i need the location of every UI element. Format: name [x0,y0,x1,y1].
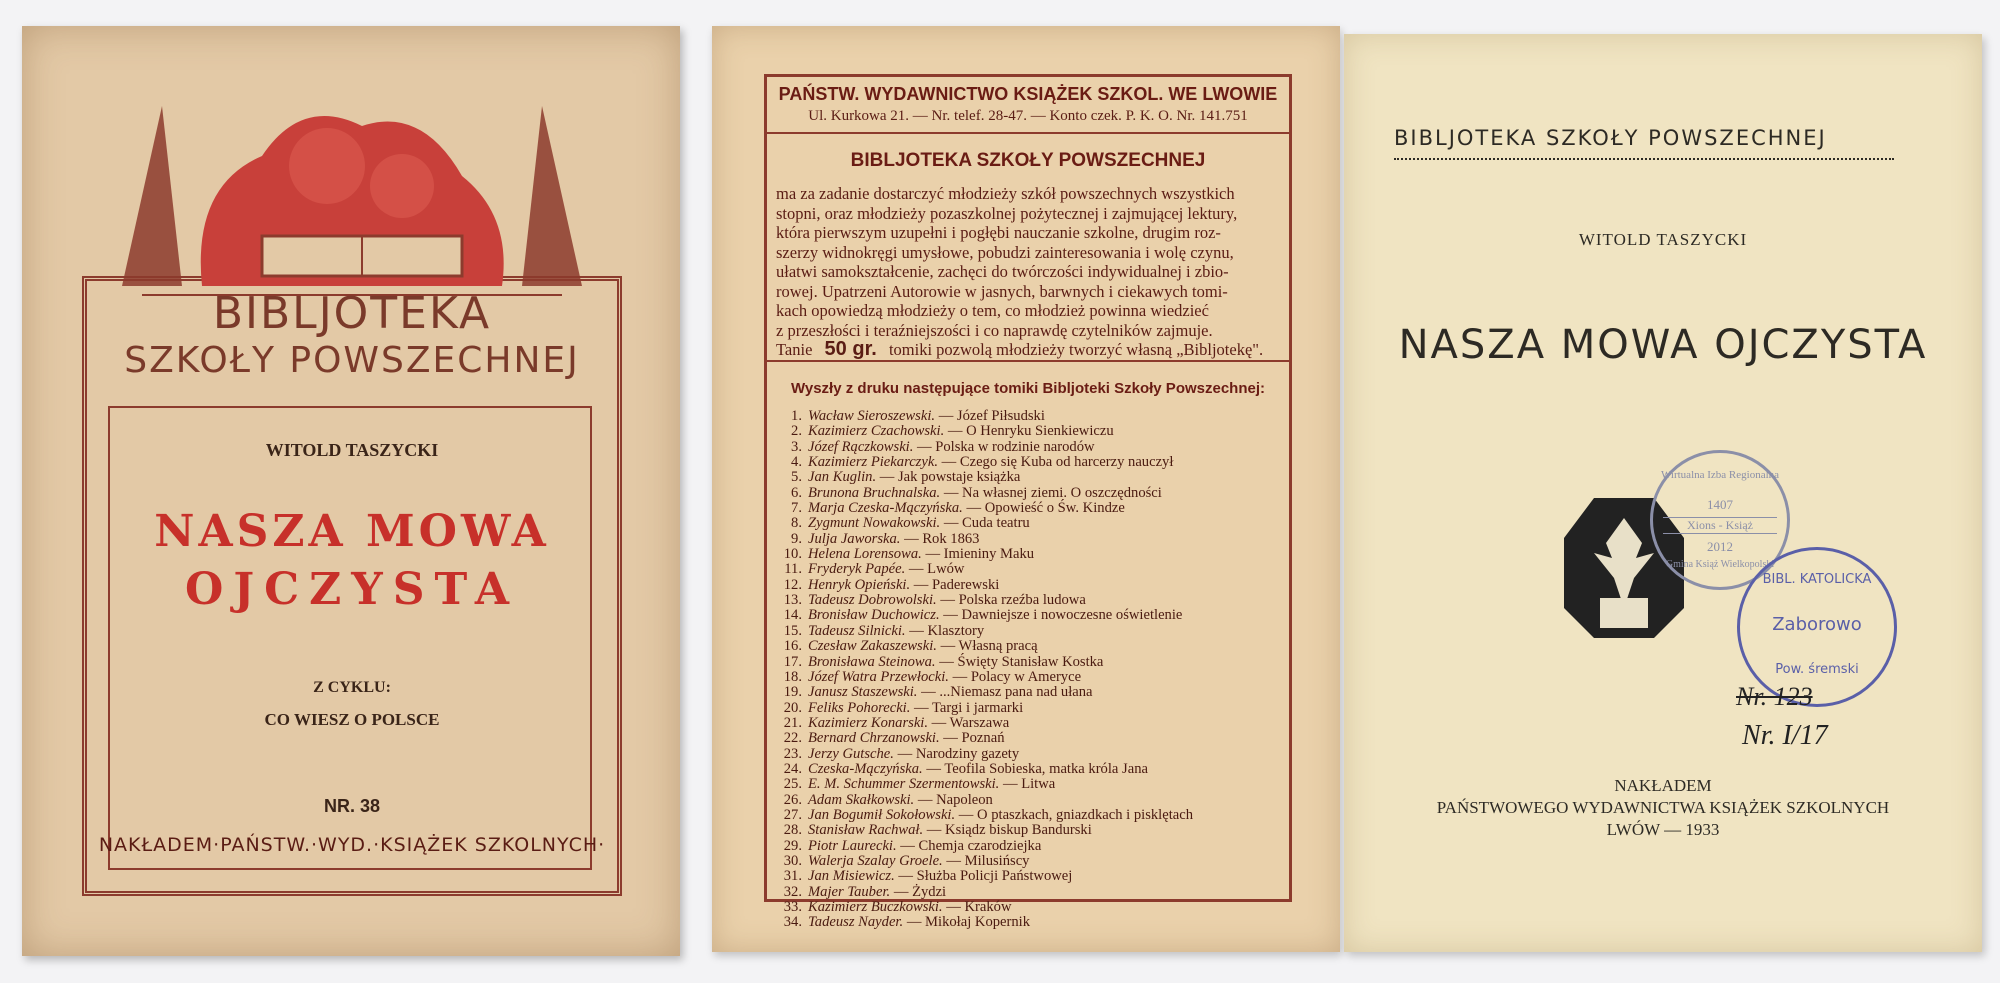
book-title: — O ptaszkach, gniazdkach i pisklętach [958,806,1194,823]
book-author: Tadeusz Dobrowolski. [808,592,937,609]
book-title: — Własną pracą [940,638,1038,655]
published-books-list [772,409,1282,931]
description-line: ma za zadanie dostarczyć młodzieży szkół powszechnych wszystkich [776,184,1235,203]
book-number: 19. [783,684,802,701]
cover-author: WITOLD TASZYCKI [265,440,439,460]
book-title: — Litwa [1002,776,1056,793]
book-list-item [772,839,1282,854]
book-author: Henryk Opieński. [808,576,911,593]
title-page-author: WITOLD TASZYCKI [1578,230,1748,249]
book-title: — Święty Stanisław Kostka [939,653,1104,670]
book-number: 2. [791,423,802,440]
book-title: — Poznań [943,730,1005,747]
book-number: 8. [791,515,802,532]
price-suffix: tomiki pozwolą młodzieży tworzyć własną „Bibljotekę". [888,340,1264,359]
book-list-item [772,900,1282,915]
book-number: 28. [783,822,802,839]
list-header: Wyszły z druku następujące tomiki Bibljoteki Szkoły Powszechnej: [790,380,1266,397]
book-number: 24. [783,760,802,777]
book-title: — Milusińscy [946,852,1030,869]
book-title: — Rok 1863 [904,530,980,547]
back-cover [712,26,1340,952]
book-list-item [772,624,1282,639]
stamp1-name: Xions - Książ [1663,517,1777,534]
book-author: Marja Czeska-Mączyńska. [808,500,963,517]
book-list-item [772,823,1282,838]
book-list-item [772,808,1282,823]
book-list-item [772,701,1282,716]
title-page-series: BIBLJOTEKA SZKOŁY POWSZECHNEJ [1394,126,1827,150]
book-list-item [772,731,1282,746]
imprint-line1: NAKŁADEM [1614,776,1712,795]
book-author: E. M. Schummer Szermentowski. [808,776,1000,793]
book-number: 20. [783,699,802,716]
book-number: 1. [791,408,802,424]
stamp1-years-left: 1407 [1707,497,1733,512]
book-list-item [772,762,1282,777]
cover-publisher: NAKŁADEM·PAŃSTW.·WYD.·KSIĄŻEK SZKOLNYCH· [98,834,606,856]
book-author: Bernard Chrzanowski. [808,730,940,747]
book-title: — Imieniny Maku [925,546,1035,563]
book-title: — Cuda teatru [943,515,1030,532]
book-number: 29. [783,837,802,854]
book-author: Tadeusz Nayder. [808,914,904,931]
book-title: — Ksiądz biskup Bandurski [926,822,1092,839]
book-title: — Kraków [946,899,1012,915]
book-author: Józef Rączkowski. [808,438,914,455]
handwritten-new-number: Nr. I/17 [1742,720,1828,751]
cover-number: NR. 38 [323,796,381,816]
book-list-item [772,470,1282,485]
book-number: 31. [783,868,802,885]
book-number: 30. [783,852,802,869]
book-number: 22. [783,730,802,747]
description-line: szerzy widnokręgi umysłowe, pobudzi zainteresowania i wolę czynu, [776,242,1234,262]
book-number: 16. [783,638,802,655]
book-author: Walerja Szalay Groele. [808,852,943,869]
book-list-item [772,685,1282,700]
book-title: — Polacy w Ameryce [952,668,1082,685]
book-number: 6. [791,484,802,501]
stamp1-line1: Wirtualna Izba Regionalna [1660,469,1780,481]
book-list-item [772,424,1282,439]
book-list-item [772,409,1282,424]
book-author: Jerzy Gutsche. [808,745,894,762]
description-line: z przeszłości i teraźniejszości i co naprawdę czytelników zajmuje. [776,320,1213,340]
stamp2-bottom: Pow. śremski [1775,662,1859,677]
book-title: — Służba Policji Państwowej [898,868,1073,885]
book-title: — Chemja czarodziejka [900,837,1042,854]
book-author: Kazimierz Czachowski. [808,423,945,440]
book-list-item [772,639,1282,654]
book-author: Jan Kuglin. [808,469,877,486]
book-list-item [772,578,1282,593]
book-title: — Polska rzeźba ludowa [940,592,1086,609]
description-line: ułatwi samokształcenie, zachęci do twórczości indywidualnej i zbio- [776,262,1229,281]
book-list-item [772,777,1282,792]
book-author: Janusz Staszewski. [808,684,918,701]
book-author: Kazimierz Buczkowski. [808,899,943,915]
title-page [1344,34,1982,952]
book-number: 5. [791,469,802,486]
book-number: 12. [783,576,802,593]
book-author: Majer Tauber. [808,883,891,900]
description-divider [764,360,1292,362]
description-line: stopni, oraz młodzieży pozaszkolnej pożytecznej i zajmującej lektury, [776,203,1238,223]
book-list-item [772,440,1282,455]
book-author: Adam Skałkowski. [808,791,915,808]
book-title: — Napoleon [917,791,993,808]
book-list-item [772,670,1282,685]
header-divider [764,132,1292,134]
book-list-item [772,593,1282,608]
book-author: Jan Bogumił Sokołowski. [808,806,956,823]
book-number: 15. [783,622,802,639]
book-number: 23. [783,745,802,762]
book-list-item [772,885,1282,900]
book-author: Zygmunt Nowakowski. [808,515,941,532]
book-number: 27. [783,806,802,823]
book-title: — Teofila Sobieska, matka króla Jana [926,760,1148,777]
book-title: — ...Niemasz pana nad ułana [921,684,1093,701]
book-author: Julja Jaworska. [808,530,901,547]
book-list-item [772,547,1282,562]
book-list-item [772,562,1282,577]
book-title: — Na własnej ziemi. O oszczędności [943,484,1162,501]
description-line: która pierwszym uzupełni i pogłębi nauczanie szkolne, drugim roz- [776,223,1221,242]
book-number: 34. [783,914,802,931]
book-list-item [772,915,1282,930]
book-title: — Dawniejsze i nowoczesne oświetlenie [943,607,1183,624]
book-list-item [772,869,1282,884]
book-list-item [772,716,1282,731]
book-number: 9. [791,530,802,547]
series-description [776,184,1280,360]
book-list-item [772,655,1282,670]
price: 50 gr. [824,338,877,360]
stamp2-center: Zaborowo [1772,614,1862,635]
cover-cycle-name: CO WIESZ O POLSCE [264,710,440,729]
book-title: — Opowieść o Św. Kindze [966,500,1125,517]
book-author: Kazimierz Piekarczyk. [808,454,938,471]
book-list-item [772,455,1282,470]
book-list-item [772,854,1282,869]
book-number: 17. [783,653,802,670]
publisher-header: PAŃSTW. WYDAWNICTWO KSIĄŻEK SZKOL. WE LWOWIE [778,84,1278,104]
book-author: Piotr Laurecki. [808,837,897,854]
book-number: 3. [791,438,802,455]
cover-title-line1: NASZA MOWA [154,506,550,557]
book-number: 4. [791,454,802,471]
price-line [776,340,1280,360]
book-number: 32. [783,883,802,900]
title-page-title: NASZA MOWA OJCZYSTA [1398,322,1928,368]
book-title: — Klasztory [909,622,985,639]
book-author: Brunona Bruchnalska. [808,484,941,501]
book-title: — O Henryku Sienkiewiczu [947,423,1114,440]
cover-title-line2: OJCZYSTA [185,564,519,615]
cover-series-line2: SZKOŁY POWSZECHNEJ [124,340,580,381]
book-number: 25. [783,776,802,793]
cover-series-line1: BIBLJOTEKA [212,288,492,339]
handwritten-old-number: Nr. 123 [1736,682,1813,711]
stamp2-top: BIBL. KATOLICKA [1762,572,1872,587]
book-list-item [772,501,1282,516]
book-author: Helena Lorensowa. [808,546,922,563]
book-title: — Jak powstaje książka [879,469,1021,486]
cover-cycle-label: Z CYKLU: [313,679,391,696]
publisher-address: Ul. Kurkowa 21. — Nr. telef. 28-47. — Konto czek. P. K. O. Nr. 141.751 [808,108,1248,124]
book-list-item [772,793,1282,808]
book-title: — Targi i jarmarki [914,699,1024,716]
book-author: Kazimierz Konarski. [808,714,929,731]
book-title: — Czego się Kuba od harcerzy nauczył [941,454,1174,471]
book-author: Feliks Pohorecki. [808,699,911,716]
book-number: 14. [783,607,802,624]
book-author: Fryderyk Papée. [808,561,906,578]
book-number: 33. [783,899,802,915]
book-title: — Paderewski [913,576,1000,593]
book-list-item [772,486,1282,501]
book-title: — Mikołaj Kopernik [906,914,1031,931]
description-line: kach opowiedzą młodzieży o tem, co młodzież powinna wiedzieć [776,301,1209,320]
front-cover [22,26,680,956]
book-author: Jan Misiewicz. [808,868,895,885]
book-author: Józef Watra Przewłocki. [808,668,949,685]
book-number: 11. [784,561,802,578]
book-author: Czeska-Mączyńska. [808,760,923,777]
book-title: — Polska w rodzinie narodów [917,438,1095,455]
book-author: Czesław Zakaszewski. [808,638,937,655]
book-author: Wacław Sieroszewski. [808,408,936,424]
stamp1-outer-bottom: Gmina Książ Wielkopolski [1665,559,1775,570]
book-number: 10. [783,546,802,563]
book-author: Tadeusz Silnicki. [808,622,906,639]
book-title: — Żydzi [893,883,947,900]
series-underline [1394,158,1894,160]
book-number: 13. [783,592,802,609]
book-title: — Józef Piłsudski [938,408,1045,424]
book-author: Bronisława Steinowa. [808,653,936,670]
reading-children-illustration [62,66,642,296]
stamp1-years-right: 2012 [1707,539,1733,554]
book-number: 21. [783,714,802,731]
imprint-line3: LWÓW — 1933 [1606,820,1720,839]
book-list-item [772,516,1282,531]
book-list-item [772,747,1282,762]
book-list-item [772,608,1282,623]
book-title: — Narodziny gazety [897,745,1020,762]
back-series-title: BIBLJOTEKA SZKOŁY POWSZECHNEJ [850,150,1206,171]
book-title: — Lwów [908,561,965,578]
book-list-item [772,532,1282,547]
book-number: 26. [783,791,802,808]
book-author: Stanisław Rachwał. [808,822,924,839]
book-author: Bronisław Duchowicz. [808,607,940,624]
book-number: 18. [783,668,802,685]
book-number: 7. [791,500,802,517]
price-prefix: Tanie [776,340,813,359]
book-title: — Warszawa [931,714,1010,731]
imprint-line2: PAŃSTWOWEGO WYDAWNICTWA KSIĄŻEK SZKOLNYCH [1436,798,1890,817]
description-line: rowej. Upatrzeni Autorowie w jasnych, barwnych i ciekawych tomi- [776,281,1228,301]
